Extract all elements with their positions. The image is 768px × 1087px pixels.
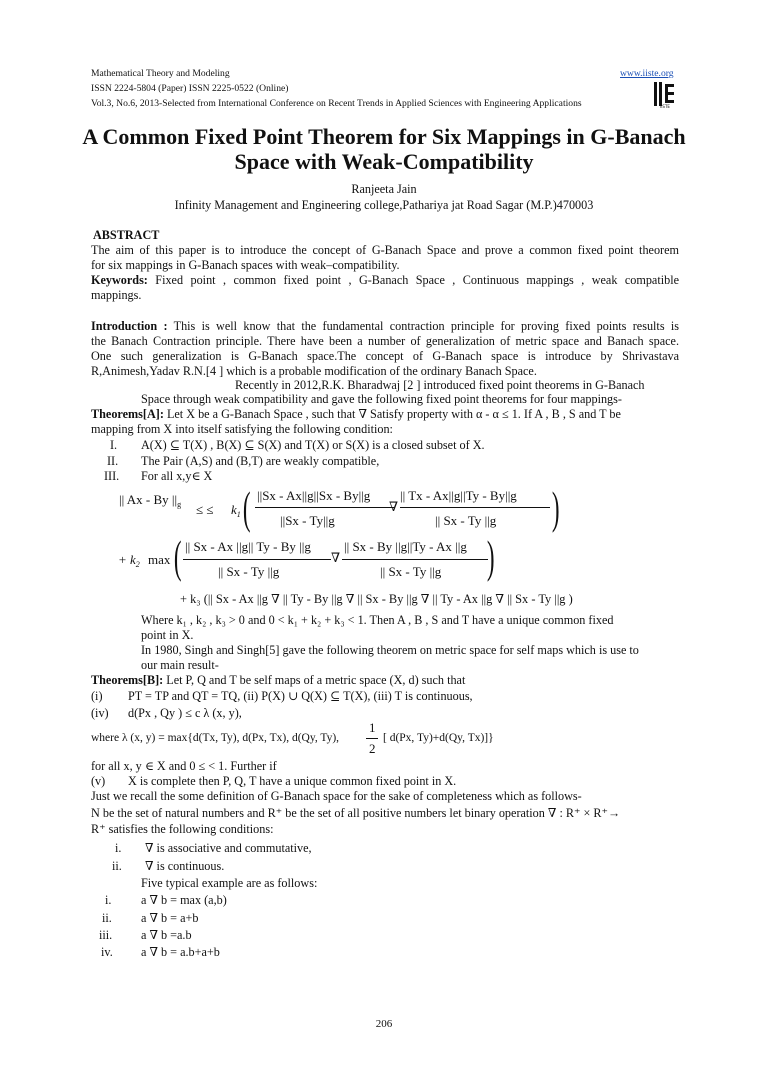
theorem-b-v-num: (v)	[91, 774, 106, 788]
eq-condition-line-2: point in X.	[141, 628, 194, 642]
keywords-line-1	[91, 273, 679, 289]
theorem-b-i-text: PT = TP and QT = TQ, (ii) P(X) ∪ Q(X) ⊆ T(X), (iii) T is continuous,	[128, 689, 473, 703]
iiste-logo	[652, 79, 678, 109]
eq1-le: ≤ ≤	[196, 502, 214, 517]
condition-num: i.	[115, 841, 122, 855]
theorem-a-item-text: The Pair (A,S) and (B,T) are weakly compatible,	[141, 454, 380, 468]
eq1-lhs: || Ax - By $||_g$	[119, 492, 182, 509]
condition-text: ∇ is continuous.	[145, 859, 225, 873]
condition-num: ii.	[112, 859, 122, 873]
example-text: a ∇ b = a+b	[141, 911, 199, 925]
eq2-k2: + $k_2$	[118, 552, 140, 569]
eq-condition-line-1: Where k₁ , k₂ , k₃ > 0 and 0 < k₁ + k₂ + k₃ < 1. Then A , B , S and T have a unique common fixed	[141, 613, 614, 627]
example-num: ii.	[102, 911, 112, 925]
theorem-a-item-num: II.	[107, 454, 119, 468]
examples-intro: Five typical example are as follows:	[141, 876, 318, 890]
theorem-a-text: Let X be a G-Banach Space , such that ∇ Satisfy property with α - α ≤ 1. If A , B , S and T be	[163, 407, 621, 421]
half-numerator: 1	[369, 720, 376, 735]
eq1-den-left: ||Sx - Ty||g	[280, 513, 335, 528]
eq2-nabla: ∇	[331, 550, 341, 565]
theorem-b-iv-text: d(Px , Qy ) ≤ c λ (x, y),	[128, 706, 242, 720]
example-num: iv.	[101, 945, 113, 959]
intro-line-5: Recently in 2012,R.K. Bharadwaj [2 ] introduced fixed point theorems in G-Banach	[235, 378, 645, 392]
intro-text-1: This is well know that the fundamental contraction principle for proving fixed points results is	[167, 319, 680, 333]
definition-line-3: R⁺ satisfies the following conditions:	[91, 822, 274, 836]
theorem-b-v-text: X is complete then P, Q, T have a unique common fixed point in X.	[128, 774, 457, 788]
definition-line-1: Just we recall the some definition of G-Banach space for the sake of completeness which as follows-	[91, 789, 582, 803]
keywords-label: Keywords:	[91, 273, 148, 287]
eq2-max: max	[148, 552, 171, 567]
page-number: 206	[375, 1018, 393, 1030]
eq2-den-right: || Sx - Ty ||g	[380, 564, 442, 579]
eq1-k-text: k	[231, 502, 237, 517]
eq1-den-right: || Sx - Ty ||g	[435, 513, 497, 528]
theorem-b-text: Let P, Q and T be self maps of a metric space (X, d) such that	[163, 673, 466, 687]
abstract-line-2: for six mappings in G-Banach spaces with weak–compatibility.	[91, 258, 400, 272]
theorem-a-item-num: I.	[110, 438, 118, 452]
example-text: a ∇ b = max (a,b)	[141, 893, 227, 907]
author-affiliation: Infinity Management and Engineering college,Pathariya jat Road Sagar (M.P.)470003	[174, 198, 594, 212]
example-text: a ∇ b = a.b+a+b	[141, 945, 220, 959]
eq1-k1: $k_1$	[231, 502, 241, 519]
volume-line: Vol.3, No.6, 2013-Selected from International Conference on Recent Trends in Applied Sciences with Engineering Applications	[91, 98, 582, 109]
keywords-text: Fixed point , common fixed point , G-Banach Space , Continuous mappings , weak compatible	[147, 273, 679, 287]
lambda-definition: where λ (x, y) = max{d(Tx, Ty), d(Px, Tx), d(Qy, Ty),	[91, 732, 340, 744]
eq2-prefix-text: + k	[118, 552, 136, 567]
example-num: iii.	[99, 928, 113, 942]
eq1-right-paren: )	[551, 482, 560, 533]
eq2-num-right: || Sx - By ||g||Ty - Ax ||g	[344, 539, 467, 554]
eq1-nabla: ∇	[389, 499, 399, 514]
eq2-left-paren: (	[173, 531, 182, 582]
paper-title: A Common Fixed Point Theorem for Six Mappings in G-Banach Space with Weak-Compatibility	[82, 124, 686, 174]
author-name: Ranjeeta Jain	[351, 182, 417, 196]
half-denominator: 2	[369, 741, 376, 756]
intro-line-1	[91, 319, 679, 335]
eq1-frac-bar-right	[400, 507, 550, 508]
eq2-frac-bar-left	[183, 559, 331, 560]
intro-label: Introduction :	[91, 319, 168, 333]
definition-line-2: N be the set of natural numbers and R⁺ be the set of all positive numbers let binary operation ∇ : R⁺ × R⁺→	[91, 806, 621, 820]
journal-name: Mathematical Theory and Modeling	[91, 68, 230, 79]
theorem-a-item-text: A(X) ⊆ T(X) , B(X) ⊆ S(X) and T(X) or S(X) is a closed subset of X.	[141, 438, 485, 452]
keywords-line-2: mappings.	[91, 288, 142, 302]
theorem-a-item-text: For all x,y∈ X	[141, 469, 213, 483]
eq1-left-paren: (	[242, 482, 251, 533]
singh-line-2: our main result-	[141, 658, 219, 672]
condition-text: ∇ is associative and commutative,	[145, 841, 312, 855]
eq1-lhs-text: || Ax - By ||	[119, 492, 178, 507]
theorem-a-label: Theorems[A]:	[91, 407, 164, 421]
eq1-num-left: ||Sx - Ax||g||Sx - By||g	[257, 488, 371, 503]
theorem-a-item-num: III.	[104, 469, 120, 483]
theorem-a-line-2: mapping from X into itself satisfying the following condition:	[91, 422, 393, 436]
intro-line-3: One such generalization is G-Banach space.The concept of G-Banach space is introduce by Shrivastava	[91, 349, 679, 363]
theorem-b-line-1	[91, 673, 465, 689]
forall-line: for all x, y ∈ X and 0 ≤ < 1. Further if	[91, 759, 277, 773]
journal-website-link[interactable]: www.iiste.org	[620, 68, 674, 79]
intro-line-2: the Banach Contraction principle. There have been a number of generalization of metric space and Banach space.	[91, 334, 679, 348]
theorem-b-label: Theorems[B]:	[91, 673, 164, 687]
abstract-heading: ABSTRACT	[93, 228, 160, 242]
eq1-num-right: || Tx - Ax||g||Ty - By||g	[400, 488, 517, 503]
eq2-den-left: || Sx - Ty ||g	[218, 564, 280, 579]
lambda-definition-tail: [ d(Px, Ty)+d(Qy, Tx)]}	[383, 732, 494, 744]
eq2-right-paren: )	[486, 531, 495, 582]
issn-line: ISSN 2224-5804 (Paper) ISSN 2225-0522 (Online)	[91, 83, 289, 94]
intro-line-4: R,Animesh,Yadav R.N.[4 ] which is a probable modification of the ordinary Banach Space.	[91, 364, 537, 378]
example-num: i.	[105, 893, 112, 907]
eq2-frac-bar-right	[342, 559, 488, 560]
intro-line-6: Space through weak compatibility and gave the following fixed point theorems for four mappings-	[141, 392, 622, 406]
theorem-a-line-1	[91, 407, 621, 423]
example-text: a ∇ b =a.b	[141, 928, 192, 942]
eq3-expression: + k₃ (|| Sx - Ax ||g ∇ || Ty - By ||g ∇ || Sx - By ||g ∇ || Ty - Ax ||g ∇ || Sx - Ty ||g )	[180, 592, 573, 606]
abstract-line-1: The aim of this paper is to introduce the concept of G-Banach Space and prove a common fixed point theorem	[91, 243, 679, 257]
half-frac-bar	[366, 738, 378, 739]
theorem-b-i-num: (i)	[91, 689, 103, 703]
theorem-b-iv-num: (iv)	[91, 706, 109, 720]
eq2-num-left: || Sx - Ax ||g|| Ty - By ||g	[185, 539, 311, 554]
singh-line-1: In 1980, Singh and Singh[5] gave the following theorem on metric space for self maps which is use to	[141, 643, 639, 657]
eq1-frac-bar-left	[255, 507, 395, 508]
logo-text: IISTE	[660, 104, 670, 109]
